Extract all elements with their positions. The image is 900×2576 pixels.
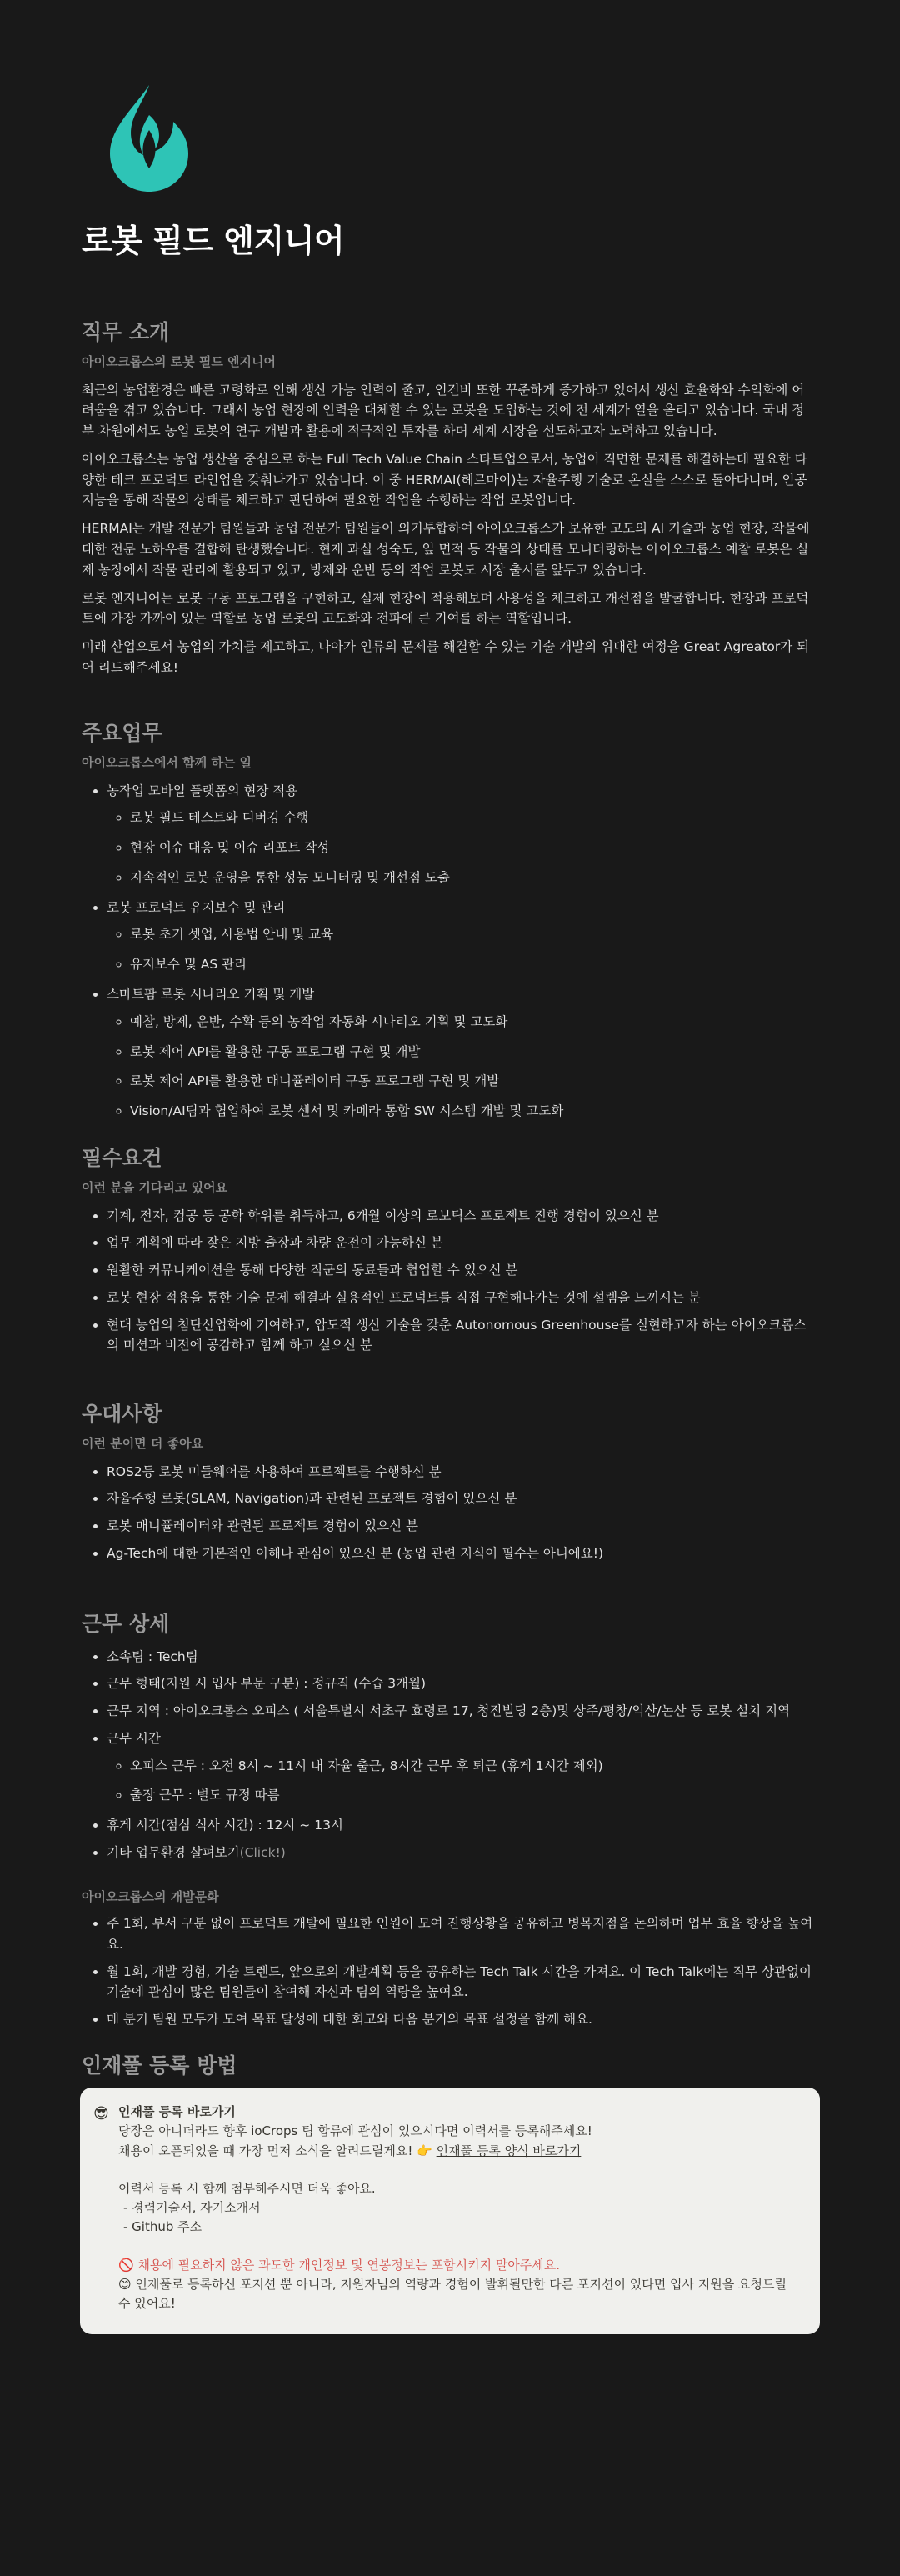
duties-list bbox=[82, 781, 815, 1123]
intro-paragraph: 미래 산업으로서 농업의 가치를 제고하고, 나아가 인류의 문제를 해결할 수 있는 기술 개발의 위대한 여정을 Great Agreator가 되어 리드해주세요! bbox=[82, 639, 810, 676]
intro-paragraph: 최근의 농업환경은 빠른 고령화로 인해 생산 가능 인력이 줄고, 인건비 또한 꾸준하게 증가하고 있어서 생산 효율화와 수익화에 어려움을 겪고 있습니다. 그래서 농업 현장에 인력을 대체할 수 있는 로봇을 도입하는 것에 전 세계가 열을 올리고 있습니다. 국내 정부 차원에서도 농업 로봇의 연구 개발과 활용에 적극적인 투자를 하며 세계 시장을 선도하고자 노력하고 있습니다. bbox=[82, 382, 805, 439]
requirements-subheading: 이런 분을 기다리고 있어요 bbox=[82, 1179, 228, 1195]
requirements-heading: 필수요건 bbox=[82, 1146, 162, 1170]
intro-subheading: 아이오크롭스의 로봇 필드 엔지니어 bbox=[82, 353, 277, 369]
details-heading: 근무 상세 bbox=[82, 1612, 170, 1636]
intro-paragraph: HERMAI는 개발 전문가 팀원들과 농업 전문가 팀원들이 의기투합하여 아이오크롭스가 보유한 고도의 AI 기술과 농업 현장, 작물에 대한 전문 노하우를 결합해 탄생했습니다. 현재 과실 성숙도, 잎 면적 등 작물의 상태를 모니터링하는 아이오크롭스 예찰 로봇은 실제 농장에서 작물 관리에 활용되고 있고, 방제와 운반 등의 작업 로봇도 시장 출시를 앞두고 있습니다. bbox=[82, 521, 810, 578]
list-item: • 근무 시간 ◦ 오피스 근무 : 오전 8시 ~ 11시 내 자율 출근, 8시간 근무 후 퇴근 (휴게 1시간 제외) ◦ 출장 근무 : 별도 규정 따름 bbox=[107, 1728, 815, 1806]
list-item: • 자율주행 로봇(SLAM, Navigation)과 관련된 프로젝트 경험이 있으신 분 bbox=[107, 1488, 815, 1509]
list-item: • ROS2등 로봇 미들웨어를 사용하여 프로젝트를 수행하신 분 bbox=[107, 1462, 815, 1483]
list-item: • 로봇 매니퓰레이터와 관련된 프로젝트 경험이 있으신 분 bbox=[107, 1516, 815, 1537]
culture-heading: 아이오크롭스의 개발문화 bbox=[82, 1889, 219, 1904]
intro-paragraph: 아이오크롭스는 농업 생산을 중심으로 하는 Full Tech Value Chain 스타트업으로서, 농업이 직면한 문제를 해결하는데 필요한 다양한 테크 프로덕트 라인업을 갖춰나가고 있습니다. 이 중 HERMAI(헤르마이)는 자율주행 기술로 온실을 스스로 돌아다니며, 인공지능을 통해 작물의 상태를 체크하고 판단하여 필요한 작업을 수행하는 작업 로봇입니다. bbox=[82, 451, 808, 508]
callout-line: 이력서 등록 시 함께 첨부해주시면 더욱 좋아요. bbox=[118, 2180, 376, 2196]
list-item: • 현대 농업의 첨단산업화에 기여하고, 압도적 생산 기술을 갖춘 Autonomous Greenhouse를 실현하고자 하는 아이오크롭스의 미션과 비전에 공감하고 함께 하고 싶으신 분 bbox=[107, 1315, 815, 1357]
list-item: ◦ 오피스 근무 : 오전 8시 ~ 11시 내 자율 출근, 8시간 근무 후 퇴근 (휴게 1시간 제외) bbox=[130, 1756, 815, 1777]
list-item: ◦ 예찰, 방제, 운반, 수확 등의 농작업 자동화 시나리오 기획 및 고도화 bbox=[130, 1012, 815, 1033]
list-item: • 월 1회, 개발 경험, 기술 트렌드, 앞으로의 개발계획 등을 공유하는 Tech Talk 시간을 가져요. 이 Tech Talk에는 직무 상관없이 기술에 관심이 많은 팀원들이 참여해 자신과 팀의 역량을 높여요. bbox=[107, 1962, 815, 2003]
list-item: ◦ 로봇 제어 API를 활용한 매니퓰레이터 구동 프로그램 구현 및 개발 bbox=[130, 1071, 815, 1092]
callout-line: - 경력기술서, 자기소개서 bbox=[123, 2200, 261, 2215]
list-item: ◦ 로봇 필드 테스트와 디버깅 수행 bbox=[130, 808, 815, 828]
list-item: ◦ 로봇 제어 API를 활용한 구동 프로그램 구현 및 개발 bbox=[130, 1042, 815, 1063]
list-item: • 근무 지역 : 아이오크롭스 오피스 ( 서울특별시 서초구 효령로 17, 청진빌딩 2층)및 상주/평창/익산/논산 등 로봇 설치 지역 bbox=[107, 1701, 815, 1722]
intro-heading: 직무 소개 bbox=[82, 320, 170, 344]
callout-warning: 🚫 채용에 필요하지 않은 과도한 개인정보 및 연봉정보는 포함시키지 말아주세요. bbox=[118, 2257, 561, 2273]
duties-heading: 주요업무 bbox=[82, 721, 162, 745]
list-item: ◦ 지속적인 로봇 운영을 통한 성능 모니터링 및 개선점 도출 bbox=[130, 868, 815, 888]
list-item: • 원활한 커뮤니케이션을 통해 다양한 직군의 동료들과 협업할 수 있으신 분 bbox=[107, 1260, 815, 1281]
talent-pool-heading: 인재풀 등록 방법 bbox=[82, 2053, 238, 2078]
iocrops-logo-icon bbox=[103, 82, 195, 194]
list-item: ◦ 현장 이슈 대응 및 이슈 리포트 작성 bbox=[130, 838, 815, 858]
list-item: • 휴게 시간(점심 식사 시간) : 12시 ~ 13시 bbox=[107, 1815, 815, 1836]
callout-line: 당장은 아니더라도 향후 ioCrops 팀 합류에 관심이 있으시다면 이력서를 등록해주세요! bbox=[118, 2123, 592, 2139]
list-item: • 주 1회, 부서 구분 없이 프로덕트 개발에 필요한 인원이 모여 진행상황을 공유하고 병목지점을 논의하며 업무 효율 향상을 높여요. bbox=[107, 1913, 815, 1955]
callout-note: 😊 인재풀로 등록하신 포지션 뿐 아니라, 지원자님의 역량과 경험이 발휘될만한 다른 포지션이 있다면 입사 지원을 요청드릴 수 있어요! bbox=[118, 2276, 787, 2311]
callout-title: 인재풀 등록 바로가기 bbox=[118, 2104, 236, 2119]
talent-pool-section bbox=[82, 2053, 815, 2080]
requirements-section bbox=[82, 1145, 815, 1363]
details-section bbox=[82, 1611, 815, 1870]
culture-list bbox=[82, 1913, 815, 2030]
talent-pool-form-link[interactable]: 인재풀 등록 양식 바로가기 bbox=[436, 2143, 582, 2158]
sunglasses-emoji-icon: 😎 bbox=[93, 2105, 109, 2123]
list-item: • 소속팀 : Tech팀 bbox=[107, 1647, 815, 1668]
list-item: • 스마트팜 로봇 시나리오 기획 및 개발 ◦ 예찰, 방제, 운반, 수확 등의 농작업 자동화 시나리오 기획 및 고도화 ◦ 로봇 제어 API를 활용한 구동 프로그램 구현 및 개발 ◦ 로봇 제어 API를 활용한 매니퓰레이터 구동 프로그램 구현 및 개발 ◦ Vision/AI팀과 협업하여 로봇 센서 및 카메라 통합 SW 시스템 개발 및 고도화 bbox=[107, 984, 815, 1122]
list-item: • 근무 형태(지원 시 입사 부문 구분) : 정규직 (수습 3개월) bbox=[107, 1673, 815, 1694]
preferred-section bbox=[82, 1401, 815, 1571]
intro-section bbox=[82, 319, 815, 686]
preferred-list bbox=[82, 1462, 815, 1564]
list-item: • 로봇 프로덕트 유지보수 및 관리 ◦ 로봇 초기 셋업, 사용법 안내 및 교육 ◦ 유지보수 및 AS 관리 bbox=[107, 898, 815, 975]
list-item: • 로봇 현장 적용을 통한 기술 문제 해결과 실용적인 프로덕트를 직접 구현해나가는 것에 설렘을 느끼시는 분 bbox=[107, 1288, 815, 1308]
list-item: ◦ 유지보수 및 AS 관리 bbox=[130, 954, 815, 975]
list-item: • 기타 업무환경 살펴보기(Click!) bbox=[107, 1843, 815, 1863]
duties-section bbox=[82, 720, 815, 1131]
list-item: • Ag-Tech에 대한 기본적인 이해나 관심이 있으신 분 (농업 관련 지식이 필수는 아니에요!) bbox=[107, 1543, 815, 1564]
callout-line: 채용이 오픈되었을 때 가장 먼저 소식을 알려드릴게요! 👉 인재풀 등록 양식 바로가기 bbox=[118, 2143, 582, 2158]
list-item: ◦ 출장 근무 : 별도 규정 따름 bbox=[130, 1785, 815, 1806]
work-environment-link[interactable]: (Click!) bbox=[239, 1845, 286, 1861]
list-item: ◦ 로봇 초기 셋업, 사용법 안내 및 교육 bbox=[130, 924, 815, 945]
details-list bbox=[82, 1647, 815, 1863]
list-item: ◦ Vision/AI팀과 협업하여 로봇 센서 및 카메라 통합 SW 시스템 개발 및 고도화 bbox=[130, 1101, 815, 1122]
page-title: 로봇 필드 엔지니어 bbox=[82, 223, 345, 259]
callout-line: - Github 주소 bbox=[123, 2219, 202, 2235]
duties-subheading: 아이오크롭스에서 함께 하는 일 bbox=[82, 754, 252, 770]
talent-pool-callout bbox=[80, 2088, 820, 2334]
list-item: • 매 분기 팀원 모두가 모여 목표 달성에 대한 회고와 다음 분기의 목표 설정을 함께 해요. bbox=[107, 2009, 815, 2030]
intro-paragraph: 로봇 엔지니어는 로봇 구동 프로그램을 구현하고, 실제 현장에 적용해보며 사용성을 체크하고 개선점을 발굴합니다. 현장과 프로덕트에 가장 가까이 있는 역할로 농업 로봇의 고도화와 전파에 큰 기여를 하는 역할입니다. bbox=[82, 590, 809, 627]
list-item: • 농작업 모바일 플랫폼의 현장 적용 ◦ 로봇 필드 테스트와 디버깅 수행 ◦ 현장 이슈 대응 및 이슈 리포트 작성 ◦ 지속적인 로봇 운영을 통한 성능 모니터링 및 개선점 도출 bbox=[107, 781, 815, 888]
list-item: • 기계, 전자, 컴공 등 공학 학위를 취득하고, 6개월 이상의 로보틱스 프로젝트 진행 경험이 있으신 분 bbox=[107, 1206, 815, 1227]
requirements-list bbox=[82, 1206, 815, 1357]
list-item: • 업무 계획에 따라 잦은 지방 출장과 차량 운전이 가능하신 분 bbox=[107, 1233, 815, 1253]
preferred-subheading: 이런 분이면 더 좋아요 bbox=[82, 1435, 204, 1451]
culture-section bbox=[82, 1882, 815, 2037]
preferred-heading: 우대사항 bbox=[82, 1402, 162, 1426]
